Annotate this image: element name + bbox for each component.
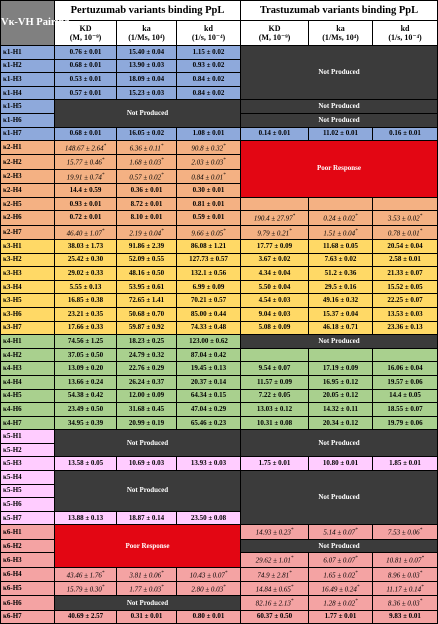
table-body	[1, 46, 438, 624]
pairing-label: κ4-H3	[1, 362, 55, 376]
pertuzumab-kd-cell: 0.68 ± 0.01	[55, 127, 117, 141]
pertuzumab-koff-cell: 1.08 ± 0.01	[177, 127, 241, 141]
pairing-label: κ1-H5	[1, 100, 55, 114]
pairing-label: κ5-H5	[1, 484, 55, 498]
trastuzumab-ka-cell: 1.28 ± 0.02*	[309, 596, 373, 610]
pairing-label: κ3-H4	[1, 280, 55, 294]
trastuzumab-kd-cell: 7.22 ± 0.05	[241, 389, 309, 403]
pertuzumab-kd-cell: 15.77 ± 0.46*	[55, 155, 117, 169]
trastuzumab-koff-cell: 7.53 ± 0.06*	[373, 525, 438, 539]
pairing-label: κ2-H6	[1, 211, 55, 225]
trastuzumab-koff-cell: 19.79 ± 0.06	[373, 416, 438, 430]
pertuzumab-koff-cell: 90.8 ± 0.32*	[177, 141, 241, 155]
table-row	[1, 416, 438, 430]
table-row	[1, 471, 438, 485]
trastuzumab-ka-cell	[309, 348, 373, 362]
table-row	[1, 307, 438, 321]
pairing-label: κ2-H7	[1, 225, 55, 239]
table-row	[1, 280, 438, 294]
pertuzumab-ka-cell: 13.90 ± 0.03	[117, 59, 177, 73]
pairing-label: κ1-H6	[1, 113, 55, 127]
trastuzumab-kd-cell: 74.9 ± 2.81*	[241, 567, 309, 581]
table-row	[1, 211, 438, 225]
pertuzumab-koff-cell: 74.33 ± 0.48	[177, 321, 241, 335]
pertuzumab-koff-cell: 0.81 ± 0.01	[177, 197, 241, 211]
table-row	[1, 389, 438, 403]
pairing-label: κ5-H4	[1, 471, 55, 485]
trastuzumab-koff-cell: 21.33 ± 0.07	[373, 267, 438, 281]
trastuzumab-kd-cell: 9.54 ± 0.07	[241, 362, 309, 376]
trastuzumab-kd-header: KD (M, 10⁻⁹)	[241, 21, 309, 46]
not-produced-cell: Not Produced	[241, 113, 438, 127]
pertuzumab-ka-cell: 16.05 ± 0.02	[117, 127, 177, 141]
table-row	[1, 362, 438, 376]
table-row	[1, 610, 438, 624]
pairing-label: κ5-H1	[1, 430, 55, 444]
trastuzumab-koff-cell: 1.85 ± 0.01	[373, 457, 438, 471]
pertuzumab-ka-cell: 12.00 ± 0.09	[117, 389, 177, 403]
trastuzumab-header: Trastuzumab variants binding PpL	[241, 1, 438, 21]
pertuzumab-ka-cell: 18.87 ± 0.14	[117, 511, 177, 525]
trastuzumab-ka-cell: 1.77 ± 0.01	[309, 610, 373, 624]
pertuzumab-ka-cell: 0.57 ± 0.02*	[117, 169, 177, 183]
trastuzumab-ka-cell: 51.2 ± 0.36	[309, 267, 373, 281]
pertuzumab-kd-cell: 15.79 ± 0.30*	[55, 582, 117, 596]
trastuzumab-kd-cell: 1.75 ± 0.01	[241, 457, 309, 471]
table-row	[1, 596, 438, 610]
table-row	[1, 348, 438, 362]
pertuzumab-ka-cell: 72.65 ± 1.41	[117, 294, 177, 308]
pairing-label: κ1-H2	[1, 59, 55, 73]
pertuzumab-kd-cell: 25.42 ± 0.30	[55, 253, 117, 267]
trastuzumab-ka-cell: 29.5 ± 0.16	[309, 280, 373, 294]
not-produced-cell: Not Produced	[241, 471, 438, 525]
pairing-label: κ3-H7	[1, 321, 55, 335]
pertuzumab-kd-cell: 0.57 ± 0.01	[55, 86, 117, 100]
pertuzumab-koff-cell: 123.00 ± 0.62	[177, 335, 241, 349]
pairing-label: κ3-H5	[1, 294, 55, 308]
pairing-label: κ4-H5	[1, 389, 55, 403]
trastuzumab-kd-cell: 13.03 ± 0.12	[241, 403, 309, 417]
pertuzumab-koff-cell: 19.45 ± 0.13	[177, 362, 241, 376]
table-row	[1, 403, 438, 417]
pertuzumab-kd-cell: 13.66 ± 0.24	[55, 375, 117, 389]
pertuzumab-ka-cell: 8.10 ± 0.01	[117, 211, 177, 225]
table-row	[1, 375, 438, 389]
pairing-label: κ4-H6	[1, 403, 55, 417]
table-row	[1, 430, 438, 444]
trastuzumab-koff-cell: 19.57 ± 0.06	[373, 375, 438, 389]
pertuzumab-ka-header: ka (1/Ms, 10⁴)	[117, 21, 177, 46]
not-produced-cell: Not Produced	[241, 46, 438, 100]
table-row	[1, 267, 438, 281]
pertuzumab-koff-cell: 47.04 ± 0.29	[177, 403, 241, 417]
pertuzumab-koff-cell: 0.80 ± 0.01	[177, 610, 241, 624]
pairing-label: κ1-H1	[1, 46, 55, 60]
trastuzumab-koff-cell: 8.96 ± 0.03*	[373, 567, 438, 581]
pertuzumab-koff-header: kd (1/s, 10⁻⁴)	[177, 21, 241, 46]
trastuzumab-ka-cell: 7.63 ± 0.02	[309, 253, 373, 267]
pertuzumab-kd-cell: 37.05 ± 0.50	[55, 348, 117, 362]
pertuzumab-ka-cell: 15.40 ± 0.04	[117, 46, 177, 60]
pertuzumab-kd-cell: 17.66 ± 0.33	[55, 321, 117, 335]
trastuzumab-koff-cell: 3.53 ± 0.02*	[373, 211, 438, 225]
pertuzumab-kd-cell: 43.46 ± 1.76*	[55, 567, 117, 581]
pertuzumab-ka-cell: 50.68 ± 0.70	[117, 307, 177, 321]
table-row	[1, 335, 438, 349]
pertuzumab-header: Pertuzumab variants binding PpL	[55, 1, 241, 21]
pairing-label: κ5-H3	[1, 457, 55, 471]
trastuzumab-ka-cell: 14.32 ± 0.11	[309, 403, 373, 417]
pairing-label: κ1-H3	[1, 73, 55, 87]
table-row	[1, 225, 438, 239]
pertuzumab-kd-cell: 0.68 ± 0.01	[55, 59, 117, 73]
pertuzumab-ka-cell: 6.36 ± 0.11*	[117, 141, 177, 155]
pertuzumab-koff-cell: 9.66 ± 0.05*	[177, 225, 241, 239]
trastuzumab-ka-cell: 11.02 ± 0.01	[309, 127, 373, 141]
pertuzumab-ka-cell: 2.19 ± 0.04*	[117, 225, 177, 239]
pairing-label: κ4-H4	[1, 375, 55, 389]
trastuzumab-koff-cell: 2.58 ± 0.01	[373, 253, 438, 267]
trastuzumab-ka-cell: 17.19 ± 0.09	[309, 362, 373, 376]
trastuzumab-koff-cell: 14.4 ± 0.05	[373, 389, 438, 403]
pairing-label: κ6-H5	[1, 582, 55, 596]
pertuzumab-ka-cell: 8.72 ± 0.01	[117, 197, 177, 211]
pertuzumab-koff-cell: 70.21 ± 0.57	[177, 294, 241, 308]
pertuzumab-kd-cell: 13.88 ± 0.13	[55, 511, 117, 525]
pertuzumab-kd-cell: 34.95 ± 0.39	[55, 416, 117, 430]
pertuzumab-ka-cell: 18.23 ± 0.25	[117, 335, 177, 349]
trastuzumab-ka-cell: 10.80 ± 0.01	[309, 457, 373, 471]
not-produced-cell: Not Produced	[241, 539, 438, 553]
pertuzumab-koff-cell: 0.59 ± 0.01	[177, 211, 241, 225]
pertuzumab-koff-cell: 23.50 ± 0.08	[177, 511, 241, 525]
not-produced-cell: Not Produced	[55, 100, 241, 127]
pertuzumab-kd-cell: 14.4 ± 0.59	[55, 184, 117, 198]
poor-response-cell: Poor Response	[55, 525, 241, 567]
pairing-label: κ6-H6	[1, 596, 55, 610]
trastuzumab-koff-cell: 8.36 ± 0.03*	[373, 596, 438, 610]
pertuzumab-ka-cell: 18.09 ± 0.04	[117, 73, 177, 87]
trastuzumab-kd-cell: 10.31 ± 0.08	[241, 416, 309, 430]
pertuzumab-kd-cell: 0.93 ± 0.01	[55, 197, 117, 211]
pairing-label: κ1-H4	[1, 86, 55, 100]
trastuzumab-kd-cell: 29.62 ± 1.01*	[241, 553, 309, 567]
trastuzumab-kd-cell: 14.84 ± 0.65*	[241, 582, 309, 596]
trastuzumab-kd-cell: 4.34 ± 0.04	[241, 267, 309, 281]
pairing-label: κ4-H1	[1, 335, 55, 349]
pairing-label: κ3-H3	[1, 267, 55, 281]
pairing-label: κ2-H5	[1, 197, 55, 211]
pertuzumab-ka-cell: 0.36 ± 0.01	[117, 184, 177, 198]
trastuzumab-koff-cell: 18.55 ± 0.07	[373, 403, 438, 417]
trastuzumab-kd-cell	[241, 348, 309, 362]
pertuzumab-ka-cell: 1.77 ± 0.03*	[117, 582, 177, 596]
table-row	[1, 100, 438, 114]
pertuzumab-koff-cell: 0.84 ± 0.02	[177, 86, 241, 100]
trastuzumab-ka-cell: 6.07 ± 0.07*	[309, 553, 373, 567]
trastuzumab-ka-cell	[309, 197, 373, 211]
not-produced-cell: Not Produced	[55, 471, 241, 512]
trastuzumab-kd-cell: 14.93 ± 0.23*	[241, 525, 309, 539]
trastuzumab-koff-cell: 15.52 ± 0.05	[373, 280, 438, 294]
pertuzumab-koff-cell: 64.34 ± 0.15	[177, 389, 241, 403]
trastuzumab-ka-cell: 5.14 ± 0.07*	[309, 525, 373, 539]
pertuzumab-koff-cell: 85.00 ± 0.44	[177, 307, 241, 321]
trastuzumab-ka-header: ka (1/Ms, 10⁴)	[309, 21, 373, 46]
pairing-header: Vκ-VH Pairing	[1, 1, 55, 46]
table-row	[1, 253, 438, 267]
pairing-label: κ6-H3	[1, 553, 55, 567]
pertuzumab-koff-cell: 0.30 ± 0.01	[177, 184, 241, 198]
pairing-label: κ3-H2	[1, 253, 55, 267]
trastuzumab-kd-cell: 82.16 ± 2.13*	[241, 596, 309, 610]
pairing-label: κ2-H3	[1, 169, 55, 183]
pertuzumab-kd-cell: 13.58 ± 0.05	[55, 457, 117, 471]
table-row	[1, 525, 438, 539]
pertuzumab-kd-cell: 23.49 ± 0.50	[55, 403, 117, 417]
pairing-label: κ4-H7	[1, 416, 55, 430]
pertuzumab-koff-cell: 132.1 ± 0.56	[177, 267, 241, 281]
pertuzumab-koff-cell: 20.37 ± 0.14	[177, 375, 241, 389]
pertuzumab-ka-cell: 52.09 ± 0.55	[117, 253, 177, 267]
trastuzumab-koff-cell: 16.06 ± 0.04	[373, 362, 438, 376]
trastuzumab-koff-cell: 22.25 ± 0.07	[373, 294, 438, 308]
trastuzumab-ka-cell: 15.37 ± 0.04	[309, 307, 373, 321]
trastuzumab-kd-cell: 5.50 ± 0.04	[241, 280, 309, 294]
pertuzumab-ka-cell: 0.31 ± 0.01	[117, 610, 177, 624]
pertuzumab-ka-cell: 20.99 ± 0.19	[117, 416, 177, 430]
pertuzumab-koff-cell: 127.73 ± 0.57	[177, 253, 241, 267]
pairing-label: κ4-H2	[1, 348, 55, 362]
pertuzumab-kd-cell: 46.40 ± 1.07*	[55, 225, 117, 239]
table-row	[1, 321, 438, 335]
trastuzumab-koff-cell: 20.54 ± 0.04	[373, 239, 438, 253]
table-row	[1, 127, 438, 141]
pairing-label: κ1-H7	[1, 127, 55, 141]
pertuzumab-ka-cell: 91.86 ± 2.39	[117, 239, 177, 253]
pairing-label: κ5-H6	[1, 498, 55, 512]
pertuzumab-koff-cell: 0.84 ± 0.01*	[177, 169, 241, 183]
pertuzumab-kd-cell: 0.72 ± 0.01	[55, 211, 117, 225]
pertuzumab-kd-cell: 54.38 ± 0.42	[55, 389, 117, 403]
trastuzumab-ka-cell: 1.65 ± 0.02*	[309, 567, 373, 581]
trastuzumab-ka-cell: 16.95 ± 0.12	[309, 375, 373, 389]
trastuzumab-koff-cell	[373, 197, 438, 211]
table-row	[1, 582, 438, 596]
trastuzumab-kd-cell: 4.54 ± 0.03	[241, 294, 309, 308]
pertuzumab-koff-cell: 0.84 ± 0.02	[177, 73, 241, 87]
table-row	[1, 197, 438, 211]
pairing-label: κ2-H2	[1, 155, 55, 169]
trastuzumab-koff-cell	[373, 348, 438, 362]
trastuzumab-kd-cell	[241, 197, 309, 211]
pertuzumab-koff-cell: 65.46 ± 0.23	[177, 416, 241, 430]
pertuzumab-koff-cell: 13.93 ± 0.03	[177, 457, 241, 471]
not-produced-cell: Not Produced	[241, 430, 438, 457]
pertuzumab-kd-cell: 148.67 ± 2.64*	[55, 141, 117, 155]
not-produced-cell: Not Produced	[55, 430, 241, 457]
trastuzumab-ka-cell: 20.05 ± 0.12	[309, 389, 373, 403]
trastuzumab-koff-cell: 13.53 ± 0.03	[373, 307, 438, 321]
poor-response-cell: Poor Response	[241, 141, 438, 198]
pairing-label: κ2-H4	[1, 184, 55, 198]
pertuzumab-kd-cell: 0.76 ± 0.01	[55, 46, 117, 60]
trastuzumab-kd-cell: 0.14 ± 0.01	[241, 127, 309, 141]
pertuzumab-ka-cell: 48.16 ± 0.50	[117, 267, 177, 281]
pairing-label: κ6-H7	[1, 610, 55, 624]
trastuzumab-koff-cell: 0.78 ± 0.01*	[373, 225, 438, 239]
trastuzumab-ka-cell: 20.34 ± 0.12	[309, 416, 373, 430]
pertuzumab-kd-cell: 0.53 ± 0.01	[55, 73, 117, 87]
pertuzumab-kd-cell: 23.21 ± 0.35	[55, 307, 117, 321]
pertuzumab-kd-cell: 29.02 ± 0.33	[55, 267, 117, 281]
table-row	[1, 239, 438, 253]
trastuzumab-koff-header: kd (1/s, 10⁻⁴)	[373, 21, 438, 46]
pertuzumab-ka-cell: 26.24 ± 0.37	[117, 375, 177, 389]
pertuzumab-koff-cell: 86.08 ± 1.21	[177, 239, 241, 253]
trastuzumab-kd-cell: 190.4 ± 27.97*	[241, 211, 309, 225]
pairing-label: κ5-H2	[1, 443, 55, 457]
pertuzumab-ka-cell: 1.68 ± 0.03*	[117, 155, 177, 169]
pairing-label: κ5-H7	[1, 511, 55, 525]
trastuzumab-ka-cell: 46.18 ± 0.71	[309, 321, 373, 335]
pertuzumab-ka-cell: 10.69 ± 0.03	[117, 457, 177, 471]
pertuzumab-koff-cell: 1.15 ± 0.02	[177, 46, 241, 60]
table-row	[1, 294, 438, 308]
pertuzumab-kd-cell: 5.55 ± 0.13	[55, 280, 117, 294]
trastuzumab-koff-cell: 10.81 ± 0.07*	[373, 553, 438, 567]
pertuzumab-koff-cell: 2.80 ± 0.03*	[177, 582, 241, 596]
pertuzumab-koff-cell: 2.03 ± 0.03*	[177, 155, 241, 169]
pertuzumab-koff-cell: 6.99 ± 0.09	[177, 280, 241, 294]
pertuzumab-kd-cell: 40.69 ± 2.57	[55, 610, 117, 624]
trastuzumab-koff-cell: 9.83 ± 0.01	[373, 610, 438, 624]
pairing-label: κ3-H6	[1, 307, 55, 321]
pertuzumab-kd-header: KD (M, 10⁻⁹)	[55, 21, 117, 46]
trastuzumab-ka-cell: 49.16 ± 0.32	[309, 294, 373, 308]
not-produced-cell: Not Produced	[241, 335, 438, 349]
trastuzumab-ka-cell: 0.24 ± 0.02*	[309, 211, 373, 225]
pairing-label: κ2-H1	[1, 141, 55, 155]
not-produced-cell: Not Produced	[241, 100, 438, 114]
pertuzumab-ka-cell: 24.79 ± 0.32	[117, 348, 177, 362]
pairing-label: κ6-H2	[1, 539, 55, 553]
trastuzumab-ka-cell: 11.68 ± 0.05	[309, 239, 373, 253]
pertuzumab-ka-cell: 59.87 ± 0.92	[117, 321, 177, 335]
pertuzumab-kd-cell: 38.03 ± 1.73	[55, 239, 117, 253]
pertuzumab-ka-cell: 31.68 ± 0.45	[117, 403, 177, 417]
table-row	[1, 46, 438, 60]
table-row	[1, 567, 438, 581]
trastuzumab-koff-cell: 23.36 ± 0.13	[373, 321, 438, 335]
not-produced-cell: Not Produced	[55, 596, 241, 610]
trastuzumab-kd-cell: 11.57 ± 0.09	[241, 375, 309, 389]
pertuzumab-ka-cell: 53.95 ± 0.61	[117, 280, 177, 294]
pertuzumab-ka-cell: 3.81 ± 0.06*	[117, 567, 177, 581]
trastuzumab-kd-cell: 9.79 ± 0.21*	[241, 225, 309, 239]
trastuzumab-kd-cell: 3.67 ± 0.02	[241, 253, 309, 267]
table-row	[1, 457, 438, 471]
trastuzumab-kd-cell: 9.04 ± 0.03	[241, 307, 309, 321]
pertuzumab-kd-cell: 74.56 ± 1.25	[55, 335, 117, 349]
trastuzumab-ka-cell: 1.51 ± 0.04*	[309, 225, 373, 239]
pertuzumab-kd-cell: 16.85 ± 0.38	[55, 294, 117, 308]
pertuzumab-koff-cell: 87.04 ± 0.42	[177, 348, 241, 362]
table-row	[1, 141, 438, 155]
trastuzumab-kd-cell: 60.37 ± 0.50	[241, 610, 309, 624]
pertuzumab-koff-cell: 10.43 ± 0.07*	[177, 567, 241, 581]
pairing-label: κ6-H1	[1, 525, 55, 539]
trastuzumab-kd-cell: 5.08 ± 0.09	[241, 321, 309, 335]
pertuzumab-kd-cell: 13.09 ± 0.20	[55, 362, 117, 376]
pertuzumab-ka-cell: 15.23 ± 0.03	[117, 86, 177, 100]
trastuzumab-koff-cell: 0.16 ± 0.01	[373, 127, 438, 141]
trastuzumab-koff-cell: 11.17 ± 0.14*	[373, 582, 438, 596]
trastuzumab-kd-cell: 17.77 ± 0.09	[241, 239, 309, 253]
pairing-label: κ3-H1	[1, 239, 55, 253]
pertuzumab-koff-cell: 0.93 ± 0.02	[177, 59, 241, 73]
trastuzumab-ka-cell: 16.49 ± 0.24*	[309, 582, 373, 596]
pertuzumab-ka-cell: 22.76 ± 0.29	[117, 362, 177, 376]
pairing-label: κ6-H4	[1, 567, 55, 581]
pertuzumab-kd-cell: 19.91 ± 0.74*	[55, 169, 117, 183]
